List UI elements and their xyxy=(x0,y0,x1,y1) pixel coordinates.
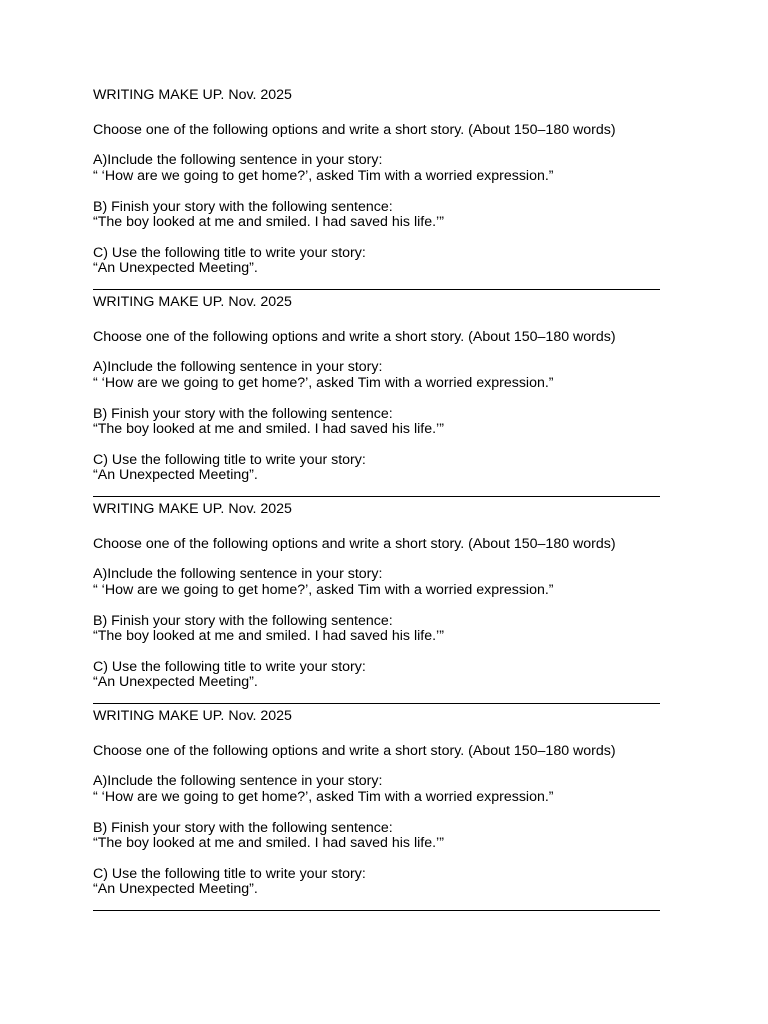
option-a-label: A)Include the following sentence in your story: xyxy=(93,359,383,375)
option-c-text: “An Unexpected Meeting”. xyxy=(93,260,258,276)
writing-prompt-block xyxy=(93,707,661,914)
option-b-text: “The boy looked at me and smiled. I had saved his life.’” xyxy=(93,214,444,230)
cut-line-divider xyxy=(93,289,660,290)
option-a-label: A)Include the following sentence in your story: xyxy=(93,773,383,789)
option-b-text: “The boy looked at me and smiled. I had saved his life.’” xyxy=(93,421,444,437)
option-b-label: B) Finish your story with the following sentence: xyxy=(93,613,393,629)
option-b-label: B) Finish your story with the following sentence: xyxy=(93,820,393,836)
option-a-text: “ ‘How are we going to get home?’, asked Tim with a worried expression.” xyxy=(93,168,554,184)
cut-line-divider xyxy=(93,910,660,911)
option-c-label: C) Use the following title to write your story: xyxy=(93,659,366,675)
option-c-text: “An Unexpected Meeting”. xyxy=(93,674,258,690)
option-b-label: B) Finish your story with the following sentence: xyxy=(93,199,393,215)
cut-line-divider xyxy=(93,703,660,704)
option-c-text: “An Unexpected Meeting”. xyxy=(93,881,258,897)
prompt-title: WRITING MAKE UP. Nov. 2025 xyxy=(93,87,292,103)
option-a-label: A)Include the following sentence in your story: xyxy=(93,566,383,582)
prompt-instruction: Choose one of the following options and write a short story. (About 150–180 words) xyxy=(93,536,616,552)
writing-prompt-block xyxy=(93,293,661,500)
prompt-title: WRITING MAKE UP. Nov. 2025 xyxy=(93,708,292,724)
writing-prompt-block xyxy=(93,500,661,707)
option-a-text: “ ‘How are we going to get home?’, asked Tim with a worried expression.” xyxy=(93,789,554,805)
writing-prompt-block xyxy=(93,86,661,293)
option-c-text: “An Unexpected Meeting”. xyxy=(93,467,258,483)
prompt-instruction: Choose one of the following options and write a short story. (About 150–180 words) xyxy=(93,743,616,759)
option-c-label: C) Use the following title to write your story: xyxy=(93,245,366,261)
document-page xyxy=(93,86,661,914)
cut-line-divider xyxy=(93,496,660,497)
option-a-text: “ ‘How are we going to get home?’, asked Tim with a worried expression.” xyxy=(93,582,554,598)
prompt-instruction: Choose one of the following options and write a short story. (About 150–180 words) xyxy=(93,329,616,345)
prompt-title: WRITING MAKE UP. Nov. 2025 xyxy=(93,501,292,517)
option-c-label: C) Use the following title to write your story: xyxy=(93,452,366,468)
option-c-label: C) Use the following title to write your story: xyxy=(93,866,366,882)
prompt-title: WRITING MAKE UP. Nov. 2025 xyxy=(93,294,292,310)
option-b-text: “The boy looked at me and smiled. I had saved his life.’” xyxy=(93,835,444,851)
option-b-label: B) Finish your story with the following sentence: xyxy=(93,406,393,422)
prompt-instruction: Choose one of the following options and write a short story. (About 150–180 words) xyxy=(93,122,616,138)
option-b-text: “The boy looked at me and smiled. I had saved his life.’” xyxy=(93,628,444,644)
option-a-label: A)Include the following sentence in your story: xyxy=(93,152,383,168)
option-a-text: “ ‘How are we going to get home?’, asked Tim with a worried expression.” xyxy=(93,375,554,391)
